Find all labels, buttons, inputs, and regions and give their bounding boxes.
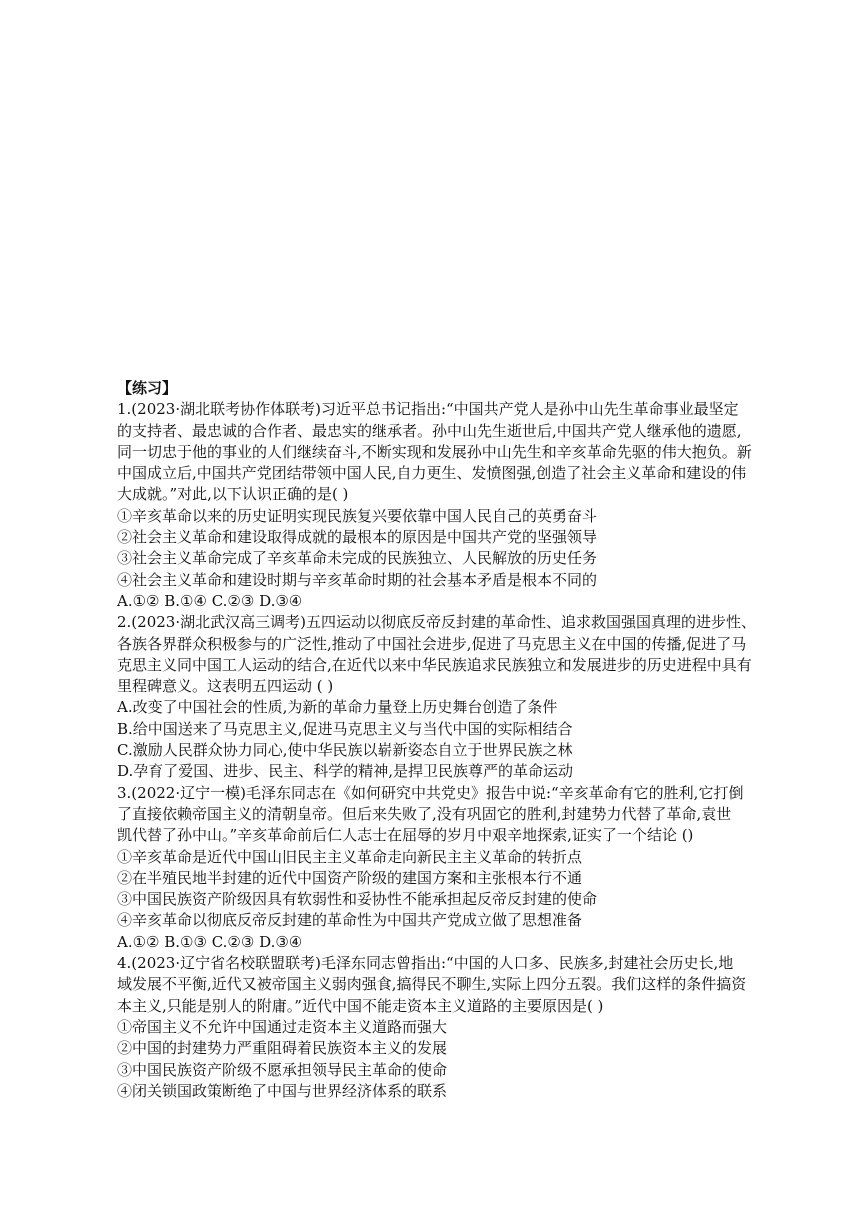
exercise-section bbox=[117, 378, 807, 1102]
question-2-option: C.激励人民群众协力同心,使中华民族以崭新姿态自立于世界民族之林 bbox=[117, 741, 573, 760]
question-1-option: ④社会主义革命和建设时期与辛亥革命时期的社会基本矛盾是根本不同的 bbox=[117, 570, 598, 589]
question-1-stem-line: 中国成立后,中国共产党团结带领中国人民,自力更生、发愤图强,创造了社会主义革命和建设的伟 bbox=[117, 464, 747, 483]
question-2-option: B.给中国送来了马克思主义,促进马克思主义与当代中国的实际相结合 bbox=[117, 719, 573, 738]
question-4-stem-line: 域发展不平衡,近代又被帝国主义弱肉强食,搞得民不聊生,实际上四分五裂。我们这样的条件搞资 bbox=[117, 975, 747, 994]
question-3-option: ①辛亥革命是近代中国山旧民主主义革命走向新民主主义革命的转折点 bbox=[117, 847, 583, 866]
question-3-option: ④辛亥革命以彻底反帝反封建的革命性为中国共产党成立做了思想准备 bbox=[117, 911, 583, 930]
question-1-stem-line: 大成就。”对此,以下认识正确的是( ) bbox=[117, 485, 349, 504]
question-4-stem-line: 本主义,只能是别人的附庸。”近代中国不能走资本主义道路的主要原因是( ) bbox=[117, 996, 604, 1015]
question-4-option: ②中国的封建势力严重阻碍着民族资本主义的发展 bbox=[117, 1039, 448, 1058]
question-3-option: ②在半殖民地半封建的近代中国资产阶级的建国方案和主张根本行不通 bbox=[117, 868, 583, 887]
question-1-stem-line: 同一切忠于他的事业的人们继续奋斗,不断实现和发展孙中山先生和辛亥革命先驱的伟大抱负。新 bbox=[117, 442, 752, 461]
question-3-stem-line: 3.(2022·辽宁一模)毛泽东同志在《如何研究中共党史》报告中说:“辛亥革命有它的胜利,它打倒 bbox=[117, 783, 744, 802]
question-2-stem-line: 各族各界群众积极参与的广泛性,推动了中国社会进步,促进了马克思主义在中国的传播,促进了马 bbox=[117, 634, 747, 653]
question-2-stem-line: 里程碑意义。这表明五四运动 ( ) bbox=[117, 677, 334, 696]
question-4-option: ④闭关锁国政策断绝了中国与世界经济体系的联系 bbox=[117, 1081, 448, 1100]
question-3-answer-choices: A.①② B.①③ C.②③ D.③④ bbox=[117, 932, 303, 951]
section-heading: 【练习】 bbox=[117, 379, 178, 397]
question-4-stem-line: 4.(2023·辽宁省名校联盟联考)毛泽东同志曾指出:“中国的人口多、民族多,封建社会历史长,地 bbox=[117, 954, 734, 973]
question-4-option: ③中国民族资产阶级不愿承担领导民主革命的使命 bbox=[117, 1060, 448, 1079]
question-3-stem-line: 凯代替了孙中山。”辛亥革命前后仁人志士在屈辱的岁月中艰辛地探索,证实了一个结论 () bbox=[117, 826, 694, 845]
question-3 bbox=[117, 783, 807, 953]
question-3-option: ③中国民族资产阶级因具有软弱性和妥协性不能承担起反帝反封建的使命 bbox=[117, 890, 598, 909]
question-1-option: ③社会主义革命完成了辛亥革命未完成的民族独立、人民解放的历史任务 bbox=[117, 549, 598, 568]
question-1-stem-line: 的支持者、最忠诚的合作者、最忠实的继承者。孙中山先生逝世后,中国共产党人继承他的遗愿, bbox=[117, 421, 742, 440]
question-1-option: ①辛亥革命以来的历史证明实现民族复兴要依靠中国人民自己的英勇奋斗 bbox=[117, 506, 598, 525]
question-2 bbox=[117, 612, 807, 782]
question-1-stem-line: 1.(2023·湖北联考协作体联考)习近平总书记指出:“中国共产党人是孙中山先生革命事业最坚定 bbox=[117, 400, 739, 419]
question-1-option: ②社会主义革命和建设取得成就的最根本的原因是中国共产党的坚强领导 bbox=[117, 528, 598, 547]
question-1 bbox=[117, 399, 807, 612]
question-2-stem-line: 克思主义同中国工人运动的结合,在近代以来中华民族追求民族独立和发展进步的历史进程中具有 bbox=[117, 655, 752, 674]
question-2-option: D.孕育了爱国、进步、民主、科学的精神,是捍卫民族尊严的革命运动 bbox=[117, 762, 574, 781]
question-1-answer-choices: A.①② B.①④ C.②③ D.③④ bbox=[117, 591, 303, 610]
question-2-option: A.改变了中国社会的性质,为新的革命力量登上历史舞台创造了条件 bbox=[117, 698, 558, 717]
question-4 bbox=[117, 953, 807, 1102]
question-3-stem-line: 了直接依赖帝国主义的清朝皇帝。但后来失败了,没有巩固它的胜利,封建势力代替了革命,袁世 bbox=[117, 804, 732, 823]
question-4-option: ①帝国主义不允许中国通过走资本主义道路而强大 bbox=[117, 1017, 448, 1036]
question-2-stem-line: 2.(2023·湖北武汉高三调考)五四运动以彻底反帝反封建的革命性、追求救国强国真理的进步性、 bbox=[117, 613, 756, 632]
